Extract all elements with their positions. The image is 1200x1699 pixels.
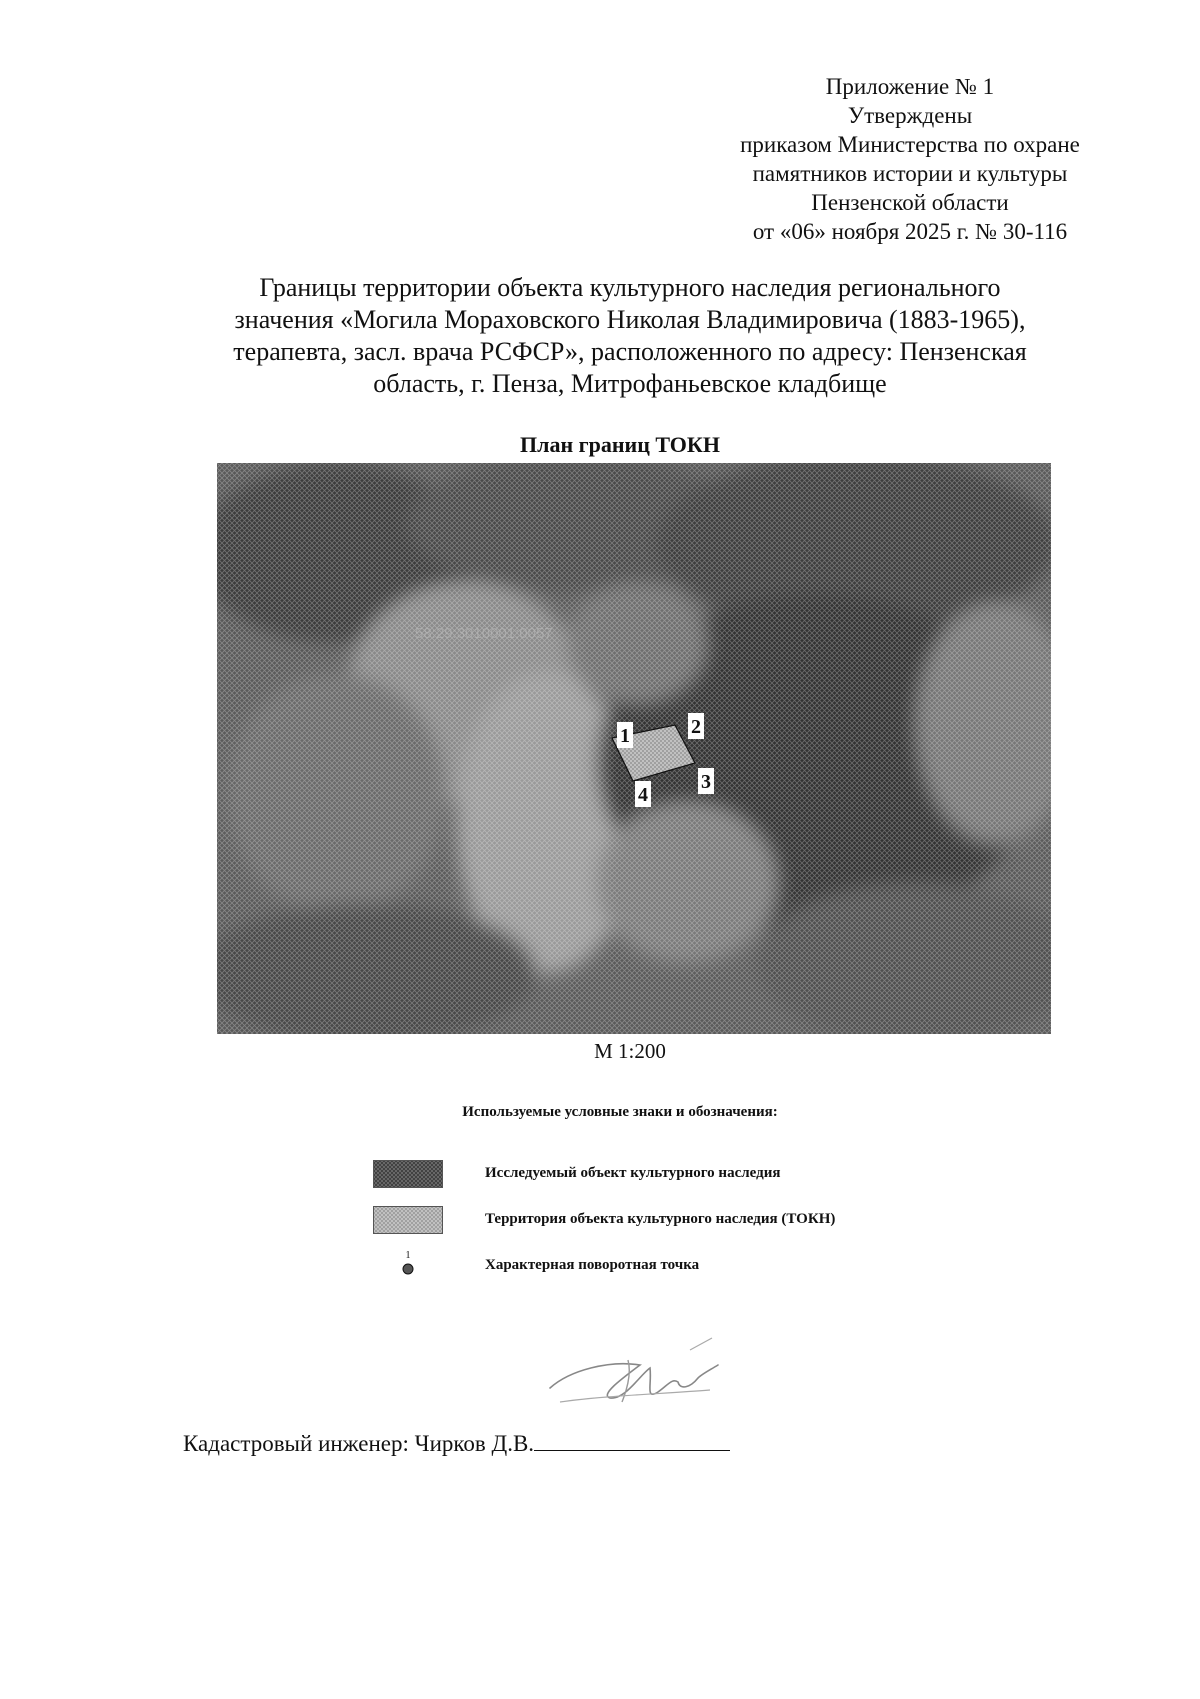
map-scale: М 1:200	[594, 1039, 666, 1063]
approval-order-line: приказом Министерства по охране	[740, 132, 1080, 157]
cadastral-engineer-label: Кадастровый инженер: Чирков Д.В.	[183, 1431, 535, 1456]
turn-point-1	[617, 722, 633, 748]
turn-point-2	[688, 713, 704, 739]
turn-point-3	[698, 768, 714, 794]
dark-hatch-swatch-icon	[373, 1160, 443, 1188]
turn-point-2-label: 2	[691, 716, 701, 738]
plan-heading: План границ ТОКН	[520, 432, 720, 457]
legend-heading: Используемые условные знаки и обозначения:	[462, 1104, 778, 1120]
approval-ministry-line: памятников истории и культуры	[752, 161, 1068, 186]
appendix-number: Приложение № 1	[825, 74, 995, 99]
turn-point-marker-icon	[393, 1248, 423, 1282]
document-title-line-4: область, г. Пенза, Митрофаньевское кладбище	[373, 369, 887, 398]
handwritten-signature	[540, 1330, 730, 1420]
cadastral-engineer-line	[183, 1428, 730, 1457]
document-title-line-2: значения «Могила Мораховского Николая Владимировича (1883-1965),	[234, 305, 1026, 334]
approval-region-line: Пензенской области	[811, 190, 1009, 215]
light-hatch-swatch-icon	[373, 1206, 443, 1234]
legend-label-turn-point: Характерная поворотная точка	[485, 1257, 700, 1273]
legend-point-number: 1	[405, 1250, 411, 1261]
approval-date-number: от «06» ноября 2025 г. № 30-116	[752, 219, 1068, 244]
document-title-line-1: Границы территории объекта культурного наследия регионального	[259, 273, 1001, 302]
turn-point-3-label: 3	[701, 771, 711, 793]
turn-point-1-label: 1	[620, 725, 630, 747]
signature-line	[534, 1428, 730, 1451]
legend-label-heritage-territory: Территория объекта культурного наследия (ТОКН)	[485, 1211, 836, 1227]
document-title-line-3: терапевта, засл. врача РСФСР», расположенного по адресу: Пензенская	[233, 337, 1027, 366]
approval-word: Утверждены	[847, 103, 973, 128]
legend-label-heritage-object: Исследуемый объект культурного наследия	[485, 1165, 781, 1181]
document-title	[150, 272, 1110, 400]
appendix-header	[700, 72, 1120, 246]
aerial-photo-image	[217, 463, 1051, 1034]
turn-point-4	[635, 781, 651, 807]
boundary-plan-map	[217, 463, 1051, 1034]
cadastral-label: 58:29:3010001:0057	[415, 625, 553, 642]
turn-point-4-label: 4	[638, 784, 648, 806]
